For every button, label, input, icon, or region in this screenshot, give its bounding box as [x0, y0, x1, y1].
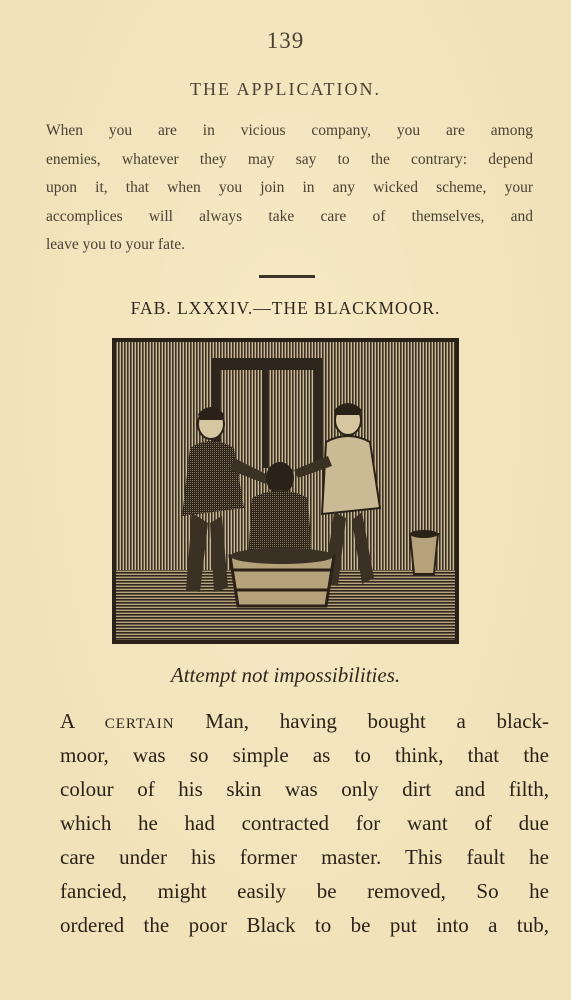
first-line-rest: Man, having bought a black-	[205, 709, 550, 733]
opening-word: A	[60, 709, 75, 733]
fable-line: ordered the poor Black to be put into a tub,	[60, 913, 549, 937]
woodcut-illustration	[112, 338, 459, 644]
fable-title: FAB. LXXXIV.—THE BLACKMOOR.	[130, 298, 441, 318]
fable-moral-caption: Attempt not impossibilities.	[170, 663, 401, 687]
application-heading: THE APPLICATION.	[189, 79, 381, 99]
application-paragraph	[46, 117, 533, 260]
fable-line: care under his former master. This fault he	[60, 845, 549, 869]
fable-line: colour of his skin was only dirt and filth,	[60, 777, 549, 801]
page-number: 139	[266, 28, 305, 53]
application-line: upon it, that when you join in any wicked scheme, your	[46, 179, 533, 196]
fable-line: which he had contracted for want of due	[60, 811, 549, 835]
section-divider	[259, 275, 315, 278]
application-line: accomplices will always take care of themselves, and	[46, 207, 533, 225]
application-line: leave you to your fate.	[46, 236, 186, 253]
application-line: When you are in vicious company, you are among	[46, 122, 533, 139]
application-line: enemies, whatever they may say to the contrary: depend	[46, 150, 533, 168]
fable-first-line	[60, 704, 549, 738]
opening-small-caps: certain	[104, 709, 175, 733]
fable-line: moor, was so simple as to think, that the	[60, 743, 549, 767]
fable-line: fancied, might easily be removed, So he	[60, 879, 549, 903]
fable-body	[60, 704, 549, 942]
